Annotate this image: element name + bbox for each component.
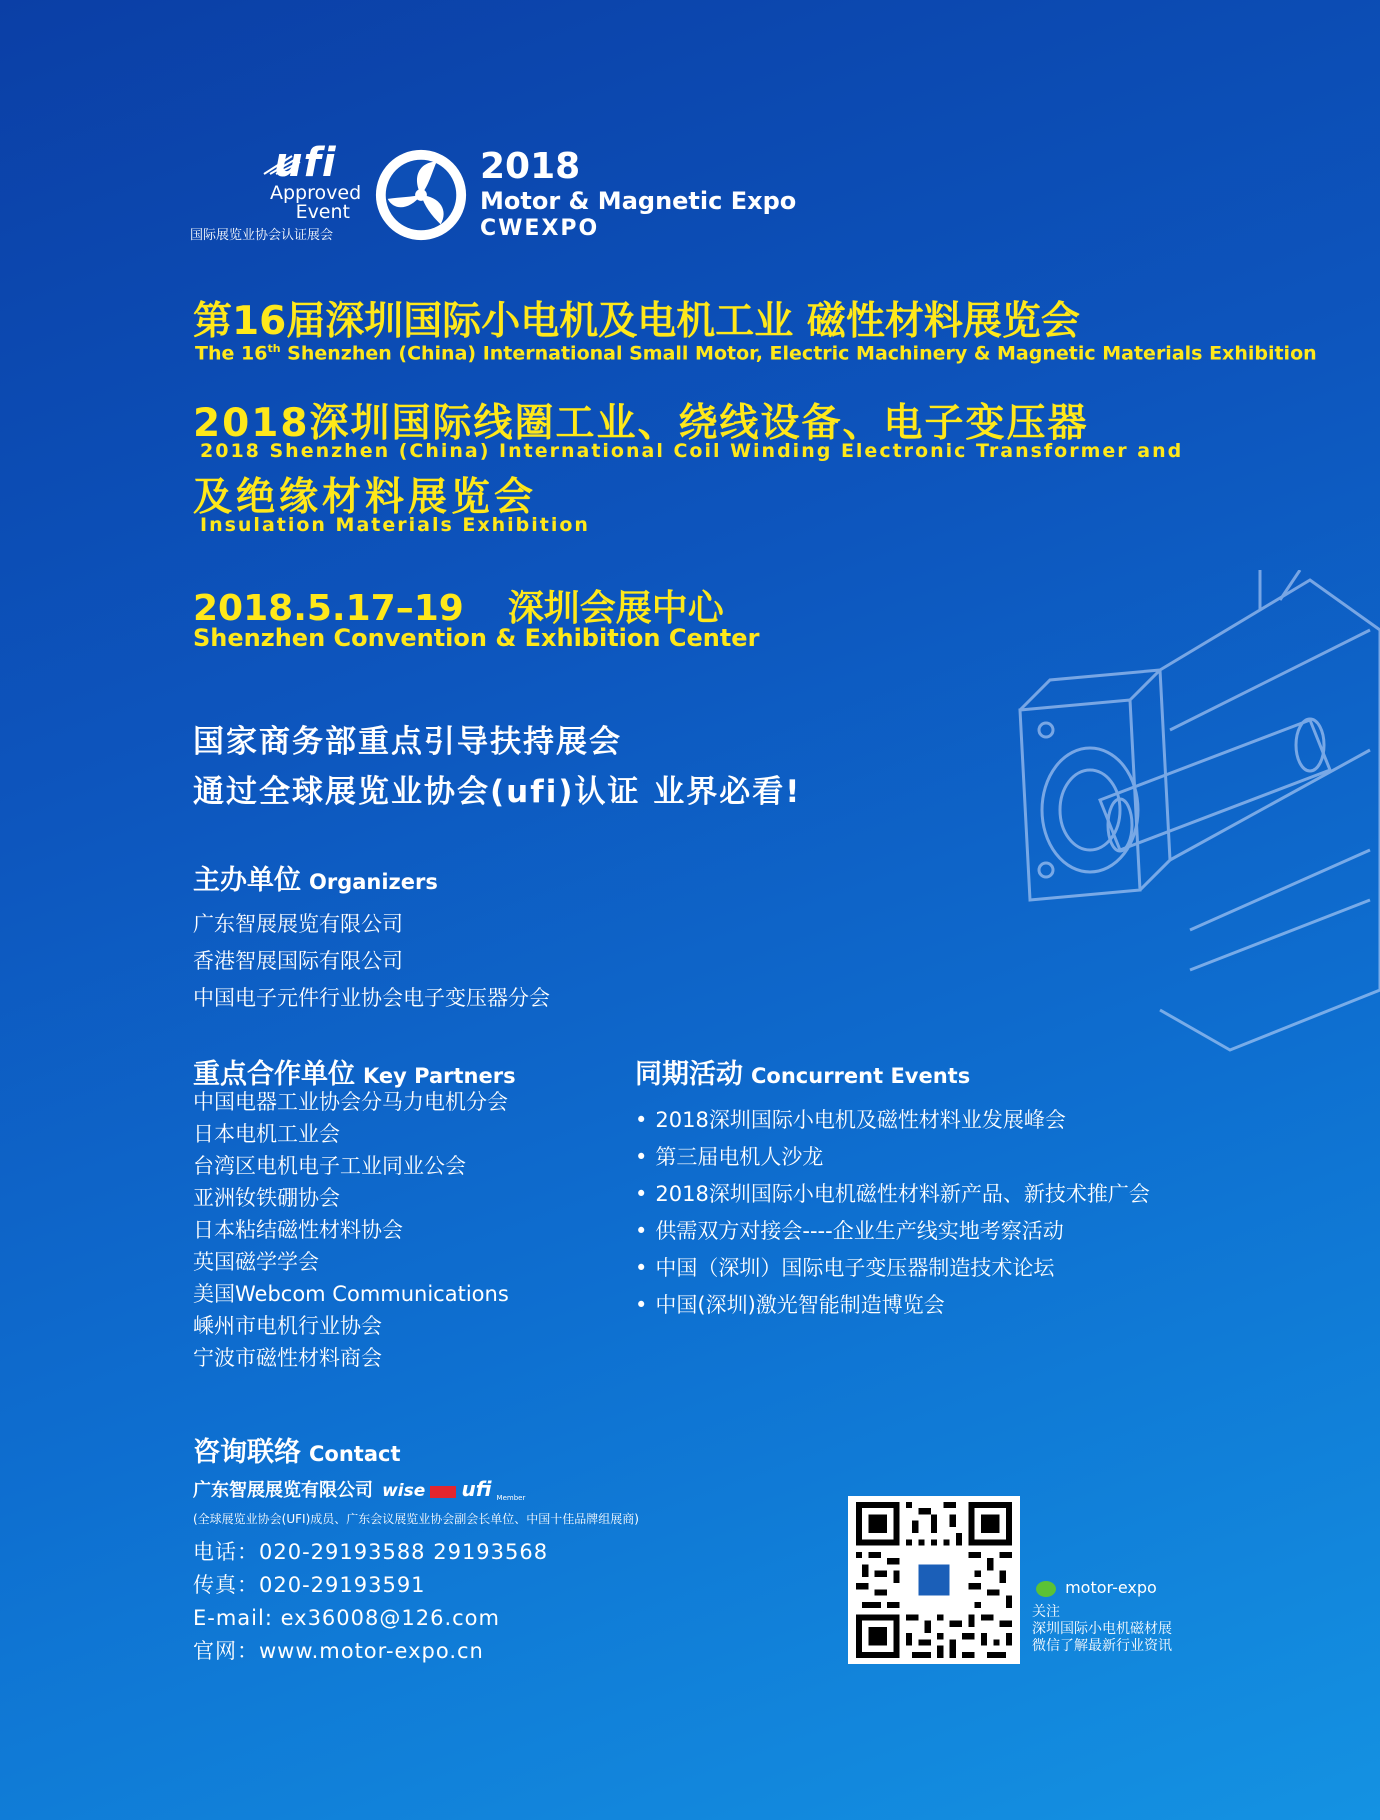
expo-fan-logo-icon [372,146,470,244]
motor-illustration [1010,570,1380,1070]
list-item: 中国电子元件行业协会电子变压器分会 [193,986,550,1010]
contact-title: 咨询联络 Contact [193,1437,401,1468]
contact-fax: 传真：020-29193591 [193,1573,426,1597]
wechat-icon [1036,1581,1056,1597]
list-item: 美国Webcom Communications [193,1282,509,1306]
wise-badge-icon [430,1486,456,1498]
expo-title [480,148,796,242]
list-item: 英国磁学学会 [193,1250,319,1274]
ufi-word: ufi [274,140,337,186]
venue-cn: 深圳会展中心 [507,588,724,629]
list-item: 亚洲钕铁硼协会 [193,1186,340,1210]
title2-cn-line1: 2018深圳国际线圈工业、绕线设备、电子变压器 [193,401,1089,446]
organizers-title: 主办单位 Organizers [193,865,438,896]
list-item: 香港智展国际有限公司 [193,949,403,973]
list-item: • 供需双方对接会----企业生产线实地考察活动 [635,1213,1150,1250]
list-item: 日本电机工业会 [193,1122,340,1146]
list-item: 台湾区电机电子工业同业公会 [193,1154,466,1178]
title2-en-line1: 2018 Shenzhen (China) International Coil Winding Electronic Transformer and [200,440,1184,462]
event-date: 2018.5.17–19 [193,588,464,629]
list-item: • 第三届电机人沙龙 [635,1139,1150,1176]
ufi-member-label: Member [496,1494,526,1502]
list-item: 中国电器工业协会分马力电机分会 [193,1090,508,1114]
venue-en: Shenzhen Convention & Exhibition Center [193,624,760,652]
partners-list [193,1086,509,1374]
ufi-cn-label: 国际展览业协会认证展会 [190,228,334,243]
contact-website: 官网：www.motor-expo.cn [193,1639,484,1663]
contact-phone: 电话：020-29193588 29193568 [193,1540,549,1564]
partners-title: 重点合作单位 Key Partners [193,1059,516,1090]
list-item: 宁波市磁性材料商会 [193,1346,382,1370]
ufi-small-logo: ufi [461,1477,492,1501]
qr-code [848,1496,1020,1664]
list-item: 广东智展展览有限公司 [193,912,403,936]
list-item: • 中国(深圳)激光智能制造博览会 [635,1287,1150,1324]
contact-details [193,1536,548,1668]
list-item: • 中国（深圳）国际电子变压器制造技术论坛 [635,1250,1150,1287]
events-title: 同期活动 Concurrent Events [635,1059,971,1090]
list-item: • 2018深圳国际小电机及磁性材料业发展峰会 [635,1102,1150,1139]
list-item: • 2018深圳国际小电机磁性材料新产品、新技术推广会 [635,1176,1150,1213]
wise-logo: wise [382,1481,426,1501]
slogan-line2: 通过全球展览业协会(ufi)认证 业界必看! [193,774,802,810]
contact-email: E-mail: ex36008@126.com [193,1606,500,1630]
wechat-desc: 关注 深圳国际小电机磁材展 微信了解最新行业资讯 [1032,1604,1172,1654]
wechat-account-row [1036,1578,1157,1597]
title2-cn-line2: 及绝缘材料展览会 [193,475,538,520]
expo-name: Motor & Magnetic Expo [480,187,797,215]
title2-en-line2: Insulation Materials Exhibition [200,514,590,536]
list-item: 日本粘结磁性材料协会 [193,1218,403,1242]
wechat-account: motor-expo [1065,1578,1157,1597]
expo-short-name: CWEXPO [480,216,600,241]
title1-cn: 第16届深圳国际小电机及电机工业 磁性材料展览会 [193,299,1080,344]
ufi-logo [190,140,370,243]
contact-note: (全球展览业协会(UFI)成员、广东会议展览业协会副会长单位、中国十佳品牌组展商) [193,1512,639,1526]
organizers-list [193,906,550,1017]
ufi-approved: Approved Event [270,182,362,223]
expo-year: 2018 [480,146,581,187]
contact-company-row [193,1476,525,1502]
list-item: 嵊州市电机行业协会 [193,1314,382,1338]
qr-code-icon [854,1502,1014,1658]
events-list [635,1102,1150,1324]
title1-en: The 16th Shenzhen (China) International Small Motor, Electric Machinery & Magnetic Materials Exhibition [195,342,1317,365]
slogan-line1: 国家商务部重点引导扶持展会 [193,724,622,760]
contact-company: 广东智展展览有限公司 [193,1480,373,1501]
